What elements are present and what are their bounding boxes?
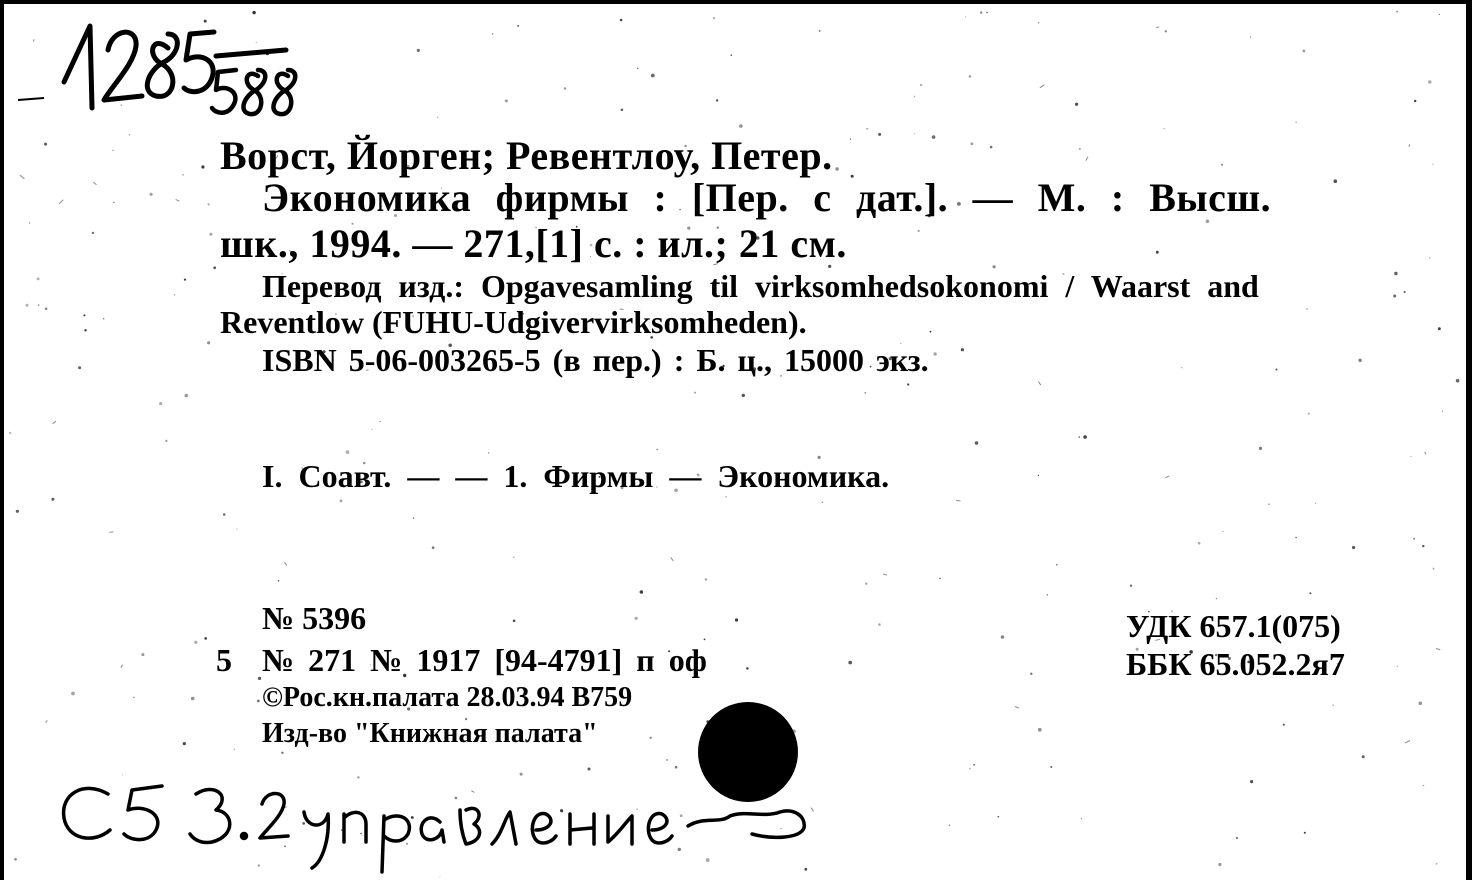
punch-hole — [698, 702, 798, 802]
translation-line-1: Перевод изд.: Opgavesamling til virksomhedsokonomi / Waarst and — [262, 268, 1259, 304]
title-line-1 — [262, 174, 1364, 221]
udk-code: УДК 657.1(075) — [1126, 608, 1341, 644]
authors: Ворст, Йорген; Ревентлоу, Петер. — [220, 133, 833, 178]
title-part1: Экономика фирмы : [Пер. с дат.]. — М. : Высш. — [262, 175, 1272, 220]
isbn: ISBN 5-06-003265-5 (в пер.) : Б. ц., 15000 экз. — [262, 342, 929, 378]
margin-digit: 5 — [216, 642, 232, 678]
card-number-1: № 5396 — [262, 600, 367, 636]
copyright: ©Рос.кн.палата 28.03.94 B759 — [262, 682, 633, 713]
bbk-code: ББК 65.052.2я7 — [1126, 646, 1345, 682]
subjects: I. Соавт. — — 1. Фирмы — Экономика. — [262, 458, 890, 494]
card-number-2: № 271 № 1917 [94-4791] п оф — [262, 642, 707, 678]
translation-line-2: Reventlow (FUHU-Udgivervirksomheden). — [220, 304, 807, 340]
title-line-2: шк., 1994. — 271,[1] с. : ил.; 21 см. — [220, 221, 847, 266]
publisher: Изд-во "Книжная палата" — [262, 718, 598, 749]
